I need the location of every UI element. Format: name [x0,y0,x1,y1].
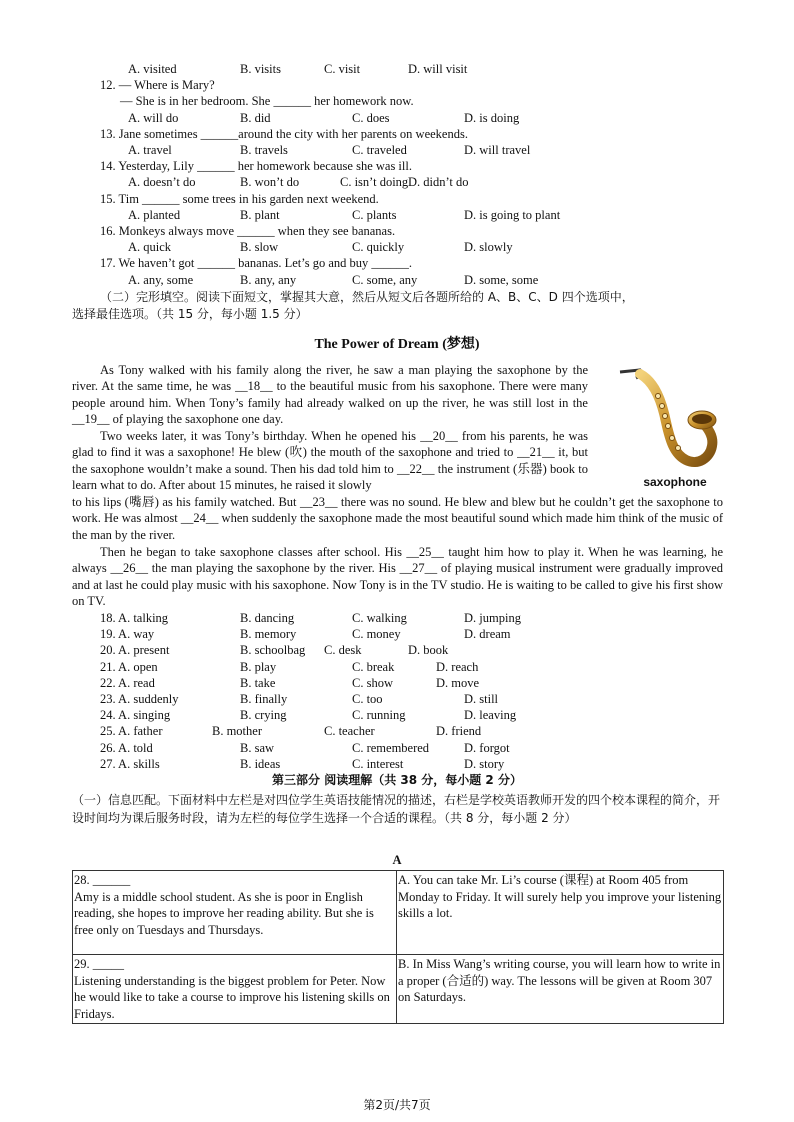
option-a: A. will do [128,110,179,125]
cloze-option-d: D. friend [436,724,482,739]
answer-blank: 29. _____ [74,957,124,971]
option-a: A. visited [128,62,177,76]
cloze-option-a: 24. A. singing [100,708,171,723]
table-row [73,955,724,1024]
course-cell [397,955,724,1024]
course-description: B. In Miss Wang’s writing course, you will learn how to write in a proper (合适的) way. The lessons will be given at Room 307 on Saturdays. [398,957,721,1004]
option-a: A. doesn’t do [128,175,196,190]
option-b: B. visits [240,62,281,76]
table-row [73,871,724,955]
cloze-option-c: C. money [352,627,401,642]
student-description: Amy is a middle school student. As she is poor in English reading, she hopes to improve her reading ability. But she is free only on Tuesdays and Thursdays. [74,889,374,937]
saxophone-caption: saxophone [643,475,707,489]
question-stem: 12. — Where is Mary? [100,78,215,93]
cloze-option-b: B. crying [240,708,287,723]
cloze-option-b: B. take [240,675,276,690]
cloze-option-a: 26. A. told [100,740,153,755]
option-c: C. traveled [352,143,407,157]
page-number: 第2页/共7页 [363,1098,431,1112]
passage-paragraph-3: Then he began to take saxophone classes after school. His __25__ taught him how to play it. When he was learning, he always __26__ the man playing the saxophone by the river. His __27__ of playing musical instrument were gradually improved and at last he could play music with his saxophone. Now Tony is in the TV studio. He is waiting to be called to give his first show on TV. [72,545,723,609]
cloze-option-b: B. saw [240,740,275,755]
cloze-option-d: D. forgot [464,740,510,755]
cloze-option-d: D. leaving [464,708,517,723]
cloze-option-b: B. schoolbag [240,643,306,658]
answer-blank: 28. ______ [74,873,131,887]
matching-table [72,870,724,1024]
part3-title: 第三部分 阅读理解（共 38 分，每小题 2 分） [272,773,522,787]
question-stem: 15. Tim ______ some trees in his garden next weekend. [100,191,379,206]
cloze-option-d: D. still [464,692,499,706]
question-stem: 17. We haven’t got ______ bananas. Let’s go and buy ______. [100,256,413,271]
option-d: D. will visit [408,62,468,76]
cloze-option-d: D. story [464,756,505,771]
option-c: C. quickly [352,240,405,255]
option-d: D. is doing [464,110,520,125]
cloze-option-c: C. interest [352,756,404,771]
option-b: B. slow [240,240,279,255]
question-stem: 16. Monkeys always move ______ when they see bananas. [100,224,396,238]
cloze-option-c: C. desk [324,643,362,658]
cloze-option-a: 22. A. read [100,675,155,690]
cloze-option-b: B. dancing [240,611,295,625]
question-stem: 13. Jane sometimes ______around the city with her parents on weekends. [100,126,468,141]
question-stem-line2: — She is in her bedroom. She ______ her homework now. [120,94,414,109]
option-d: D. some, some [464,272,539,287]
cloze-option-d: D. book [408,643,449,658]
cloze-option-c: C. teacher [324,724,375,739]
option-d: D. is going to plant [464,207,561,222]
option-a: A. any, some [128,272,194,287]
cloze-option-d: D. jumping [464,611,521,625]
student-description: Listening understanding is the biggest problem for Peter. Now he would like to take a course to improve his listening skills on Fridays. [74,973,390,1021]
option-b: B. any, any [240,272,297,287]
option-c: C. visit [324,62,361,76]
option-c: C. some, any [352,272,418,287]
cloze-option-b: B. play [240,659,277,674]
cloze-option-d: D. move [436,675,480,690]
cloze-option-b: B. mother [212,724,262,739]
option-c: C. isn’t doing [340,175,409,190]
student-cell [73,871,397,955]
cloze-instructions-line2: 选择最佳选项。（共 15 分，每小题 1.5 分） [72,307,308,321]
cloze-option-c: C. too [352,692,383,706]
saxophone-image [600,362,730,472]
section-label: A [392,853,402,867]
cloze-option-a: 21. A. open [100,659,158,674]
cloze-option-a: 20. A. present [100,643,170,658]
student-cell [73,955,397,1024]
cloze-option-d: D. dream [464,627,511,642]
cloze-option-a: 18. A. talking [100,611,169,625]
option-d: D. will travel [464,143,531,157]
option-b: B. did [240,110,271,125]
passage-paragraph-1: As Tony walked with his family along the river, he saw a man playing the saxophone by the river. At the same time, he was __18__ to the beautiful music from his saxophone. There were many people around him. When Tony’s family had already walked on up the river, he was still lost in the __19__ of playing the saxophone one day. [72,363,588,427]
option-d: D. didn’t do [408,175,469,190]
option-c: C. does [352,110,390,125]
option-b: B. plant [240,207,280,222]
cloze-option-a: 27. A. skills [100,756,160,771]
cloze-option-a: 25. A. father [100,724,163,739]
cloze-option-c: C. remembered [352,740,430,755]
option-a: A. planted [128,207,181,222]
cloze-option-d: D. reach [436,659,479,674]
course-description: A. You can take Mr. Li’s course (课程) at Room 405 from Monday to Friday. It will surely help you improve your listening skills a lot. [398,873,722,920]
cloze-option-c: C. running [352,708,406,723]
reading-instructions: （一）信息匹配。下面材料中左栏是对四位学生英语技能情况的描述，右栏是学校英语教师开发的四个校本课程的简介，开设时间均为课后服务时段，请为左栏的每位学生选择一个合适的课程。（共 8 分，每小题 2 分） [72,793,721,825]
option-b: B. won’t do [240,175,300,190]
cloze-option-c: C. walking [352,611,407,625]
cloze-option-b: B. ideas [240,756,281,771]
cloze-option-c: C. show [352,675,393,690]
option-a: A. travel [128,143,172,157]
passage-title: The Power of Dream (梦想) [314,337,480,352]
passage-paragraph-2b: to his lips (嘴唇) as his family watched. But __23__ there was no sound. He blew and blew but he couldn’t get the saxophone to work. He was almost __24__ when suddenly the saxophone made the most beautiful sound which made him think of the music of the man by the river. [72,495,723,542]
cloze-option-a: 23. A. suddenly [100,692,179,706]
cloze-instructions [72,289,723,323]
question-stem: 14. Yesterday, Lily ______ her homework because she was ill. [100,159,412,174]
cloze-option-b: B. finally [240,692,288,706]
cloze-option-b: B. memory [240,627,297,642]
course-cell [397,871,724,955]
cloze-instructions-line1: （二）完形填空。阅读下面短文，掌握其大意，然后从短文后各题所给的 A、B、C、D 四个选项中， [100,290,634,304]
cloze-option-a: 19. A. way [100,627,155,642]
option-a: A. quick [128,240,172,255]
option-d: D. slowly [464,240,513,255]
option-c: C. plants [352,207,397,222]
cloze-option-c: C. break [352,659,395,674]
option-b: B. travels [240,143,288,157]
passage-paragraph-2a: Two weeks later, it was Tony’s birthday. When he opened his __20__ from his parents, he was glad to find it was a saxophone! He blew (吹) the mouth of the saxophone and tried to __21__ it, but the saxophone wouldn’t make a sound. Then his dad told him to __22__ the instrument (乐器) book to learn what to do. After about 15 minutes, he raised it slowly [72,429,588,493]
